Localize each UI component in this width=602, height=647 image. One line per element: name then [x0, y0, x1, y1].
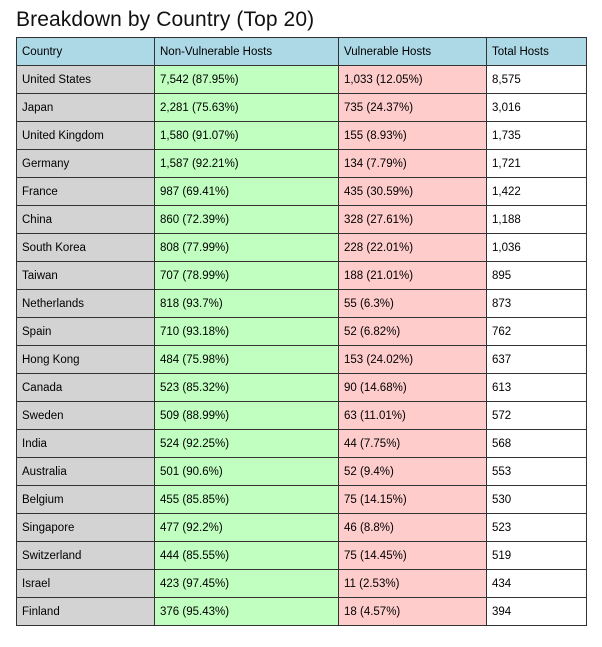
table-row: [17, 94, 587, 122]
total-hosts-cell: 1,036: [487, 234, 587, 262]
non-vulnerable-cell: 7,542 (87.95%): [155, 66, 339, 94]
non-vulnerable-cell: 1,580 (91.07%): [155, 122, 339, 150]
vulnerable-cell: 735 (24.37%): [339, 94, 487, 122]
vulnerable-cell: 228 (22.01%): [339, 234, 487, 262]
header-vulnerable-hosts: Vulnerable Hosts: [339, 38, 487, 66]
non-vulnerable-cell: 423 (97.45%): [155, 570, 339, 598]
country-cell: India: [17, 430, 155, 458]
country-cell: United Kingdom: [17, 122, 155, 150]
vulnerable-cell: 44 (7.75%): [339, 430, 487, 458]
vulnerable-cell: 52 (6.82%): [339, 318, 487, 346]
vulnerable-cell: 1,033 (12.05%): [339, 66, 487, 94]
table-row: [17, 402, 587, 430]
vulnerable-cell: 18 (4.57%): [339, 598, 487, 626]
non-vulnerable-cell: 444 (85.55%): [155, 542, 339, 570]
vulnerable-cell: 75 (14.45%): [339, 542, 487, 570]
non-vulnerable-cell: 501 (90.6%): [155, 458, 339, 486]
non-vulnerable-cell: 523 (85.32%): [155, 374, 339, 402]
non-vulnerable-cell: 477 (92.2%): [155, 514, 339, 542]
total-hosts-cell: 394: [487, 598, 587, 626]
country-cell: Netherlands: [17, 290, 155, 318]
vulnerable-cell: 11 (2.53%): [339, 570, 487, 598]
non-vulnerable-cell: 808 (77.99%): [155, 234, 339, 262]
country-breakdown-table: [16, 37, 587, 626]
non-vulnerable-cell: 484 (75.98%): [155, 346, 339, 374]
table-row: [17, 486, 587, 514]
non-vulnerable-cell: 524 (92.25%): [155, 430, 339, 458]
table-row: [17, 66, 587, 94]
total-hosts-cell: 1,188: [487, 206, 587, 234]
total-hosts-cell: 572: [487, 402, 587, 430]
vulnerable-cell: 55 (6.3%): [339, 290, 487, 318]
non-vulnerable-cell: 818 (93.7%): [155, 290, 339, 318]
table-body: [17, 66, 587, 626]
table-row: [17, 542, 587, 570]
total-hosts-cell: 530: [487, 486, 587, 514]
vulnerable-cell: 46 (8.8%): [339, 514, 487, 542]
non-vulnerable-cell: 707 (78.99%): [155, 262, 339, 290]
total-hosts-cell: 519: [487, 542, 587, 570]
total-hosts-cell: 523: [487, 514, 587, 542]
non-vulnerable-cell: 509 (88.99%): [155, 402, 339, 430]
total-hosts-cell: 553: [487, 458, 587, 486]
table-row: [17, 290, 587, 318]
total-hosts-cell: 1,422: [487, 178, 587, 206]
vulnerable-cell: 153 (24.02%): [339, 346, 487, 374]
table-row: [17, 346, 587, 374]
table-row: [17, 514, 587, 542]
non-vulnerable-cell: 2,281 (75.63%): [155, 94, 339, 122]
country-cell: United States: [17, 66, 155, 94]
table-row: [17, 570, 587, 598]
country-cell: Canada: [17, 374, 155, 402]
table-header-row: [17, 38, 587, 66]
country-cell: China: [17, 206, 155, 234]
country-cell: Spain: [17, 318, 155, 346]
vulnerable-cell: 328 (27.61%): [339, 206, 487, 234]
vulnerable-cell: 90 (14.68%): [339, 374, 487, 402]
country-cell: Sweden: [17, 402, 155, 430]
table-row: [17, 262, 587, 290]
table-row: [17, 150, 587, 178]
country-cell: Switzerland: [17, 542, 155, 570]
country-cell: Israel: [17, 570, 155, 598]
country-cell: Japan: [17, 94, 155, 122]
vulnerable-cell: 435 (30.59%): [339, 178, 487, 206]
header-total-hosts: Total Hosts: [487, 38, 587, 66]
header-country: Country: [17, 38, 155, 66]
total-hosts-cell: 873: [487, 290, 587, 318]
table-row: [17, 458, 587, 486]
country-cell: Singapore: [17, 514, 155, 542]
vulnerable-cell: 75 (14.15%): [339, 486, 487, 514]
non-vulnerable-cell: 376 (95.43%): [155, 598, 339, 626]
table-row: [17, 598, 587, 626]
header-non-vulnerable-hosts: Non-Vulnerable Hosts: [155, 38, 339, 66]
total-hosts-cell: 3,016: [487, 94, 587, 122]
vulnerable-cell: 52 (9.4%): [339, 458, 487, 486]
non-vulnerable-cell: 455 (85.85%): [155, 486, 339, 514]
country-cell: Belgium: [17, 486, 155, 514]
non-vulnerable-cell: 710 (93.18%): [155, 318, 339, 346]
country-cell: Taiwan: [17, 262, 155, 290]
total-hosts-cell: 568: [487, 430, 587, 458]
table-row: [17, 374, 587, 402]
total-hosts-cell: 8,575: [487, 66, 587, 94]
table-row: [17, 178, 587, 206]
total-hosts-cell: 637: [487, 346, 587, 374]
country-cell: Finland: [17, 598, 155, 626]
total-hosts-cell: 1,721: [487, 150, 587, 178]
country-cell: France: [17, 178, 155, 206]
table-row: [17, 430, 587, 458]
non-vulnerable-cell: 1,587 (92.21%): [155, 150, 339, 178]
country-cell: Australia: [17, 458, 155, 486]
total-hosts-cell: 1,735: [487, 122, 587, 150]
vulnerable-cell: 188 (21.01%): [339, 262, 487, 290]
total-hosts-cell: 895: [487, 262, 587, 290]
vulnerable-cell: 155 (8.93%): [339, 122, 487, 150]
total-hosts-cell: 613: [487, 374, 587, 402]
total-hosts-cell: 434: [487, 570, 587, 598]
vulnerable-cell: 134 (7.79%): [339, 150, 487, 178]
table-row: [17, 234, 587, 262]
table-row: [17, 122, 587, 150]
table-row: [17, 318, 587, 346]
country-cell: Germany: [17, 150, 155, 178]
table-row: [17, 206, 587, 234]
page-title: Breakdown by Country (Top 20): [16, 8, 315, 31]
non-vulnerable-cell: 987 (69.41%): [155, 178, 339, 206]
country-cell: South Korea: [17, 234, 155, 262]
country-cell: Hong Kong: [17, 346, 155, 374]
non-vulnerable-cell: 860 (72.39%): [155, 206, 339, 234]
total-hosts-cell: 762: [487, 318, 587, 346]
vulnerable-cell: 63 (11.01%): [339, 402, 487, 430]
